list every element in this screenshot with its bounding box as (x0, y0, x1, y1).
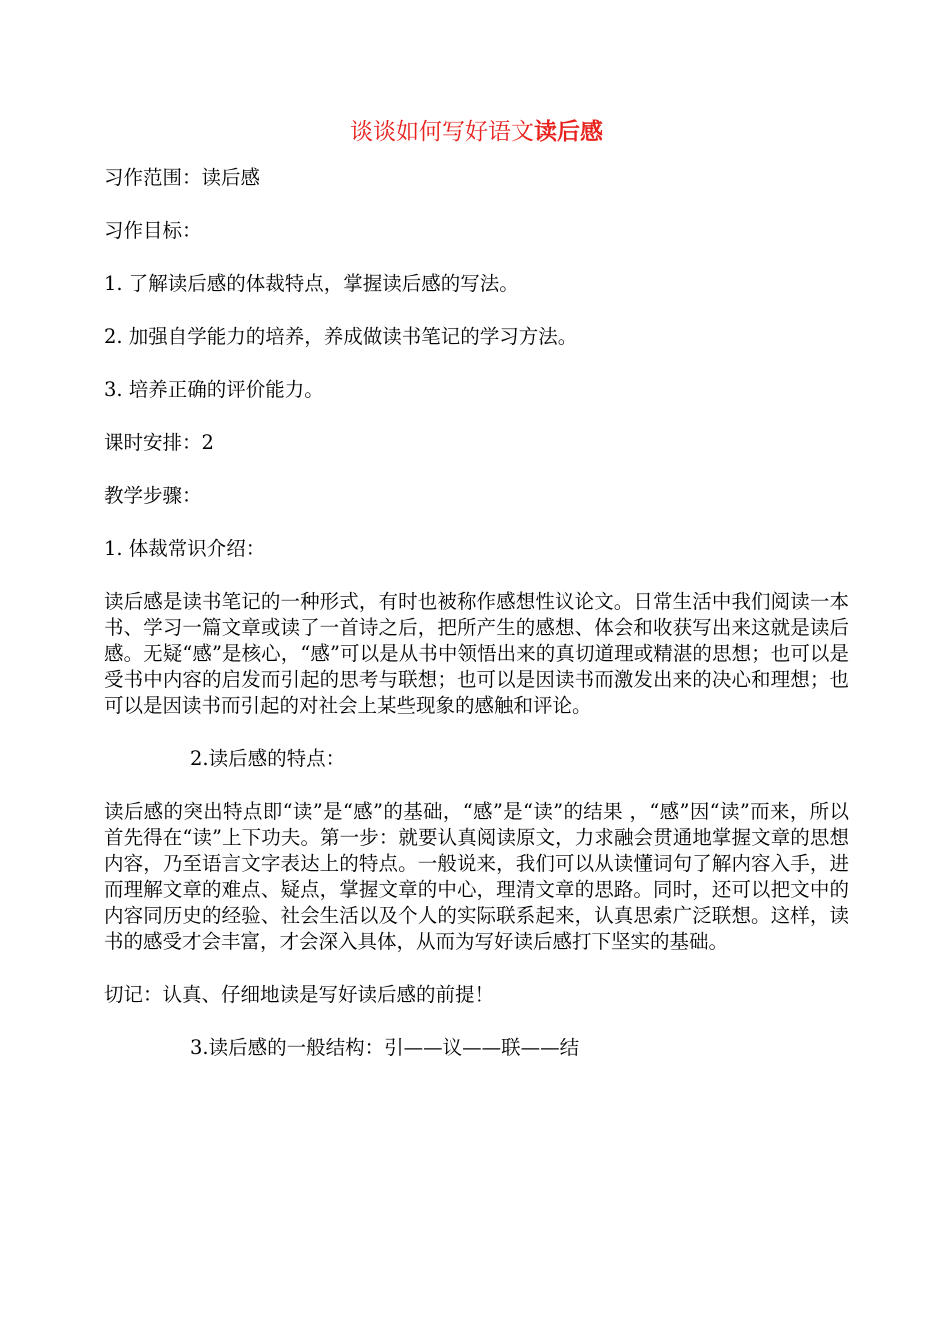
title-bold-part: 读后感 (534, 119, 603, 145)
goal-item-3: 3. 培养正确的评价能力。 (104, 378, 324, 401)
step-1-heading: 1. 体裁常识介绍： (104, 537, 266, 560)
document-title (104, 112, 849, 152)
title-regular-part: 谈谈如何写好语文 (350, 119, 534, 145)
writing-scope: 习作范围：读后感 (104, 166, 261, 189)
features-paragraph: 读后感的突出特点即“读”是“感”的基础，“感”是“读”的结果 ，“感”因“读”而来，所以首先得在“读”上下功夫。第一步：就要认真阅读原文，力求融会贯通地掌握文章的思想内容，乃至语言文字表达上的特点。一般说来，我们可以从读懂词句了解内容入手，进而理解文章的难点、疑点，掌握文章的中心，理清文章的思路。同时，还可以把文中的内容同历史的经验、社会生活以及个人的实际联系起来，认真思索广泛联想。这样，读书的感受才会丰富，才会深入具体，从而为写好读后感打下坚实的基础。 (104, 800, 849, 953)
document-page (104, 112, 849, 1088)
goal-item-1: 1. 了解读后感的体裁特点，掌握读后感的写法。 (104, 272, 519, 295)
step-3-heading: 3.读后感的一般结构：引——议——联——结 (190, 1036, 580, 1059)
writing-goals-label: 习作目标： (104, 219, 202, 242)
reminder-note: 切记：认真、仔细地读是写好读后感的前提！ (104, 983, 495, 1006)
teaching-steps-label: 教学步骤： (104, 484, 202, 507)
genre-paragraph: 读后感是读书笔记的一种形式，有时也被称作感想性议论文。日常生活中我们阅读一本书、学习一篇文章或读了一首诗之后，把所产生的感想、体会和收获写出来这就是读后感。无疑“感”是核心，“感”可以是从书中领悟出来的真切道理或精湛的思想；也可以是受书中内容的启发而引起的思考与联想；也可以是因读书而激发出来的决心和理想；也可以是因读书而引起的对社会上某些现象的感触和评论。 (104, 590, 849, 717)
goal-item-2: 2. 加强自学能力的培养，养成做读书笔记的学习方法。 (104, 325, 578, 348)
class-hours: 课时安排：2 (104, 431, 214, 454)
step-2-heading: 2.读后感的特点： (190, 747, 346, 770)
